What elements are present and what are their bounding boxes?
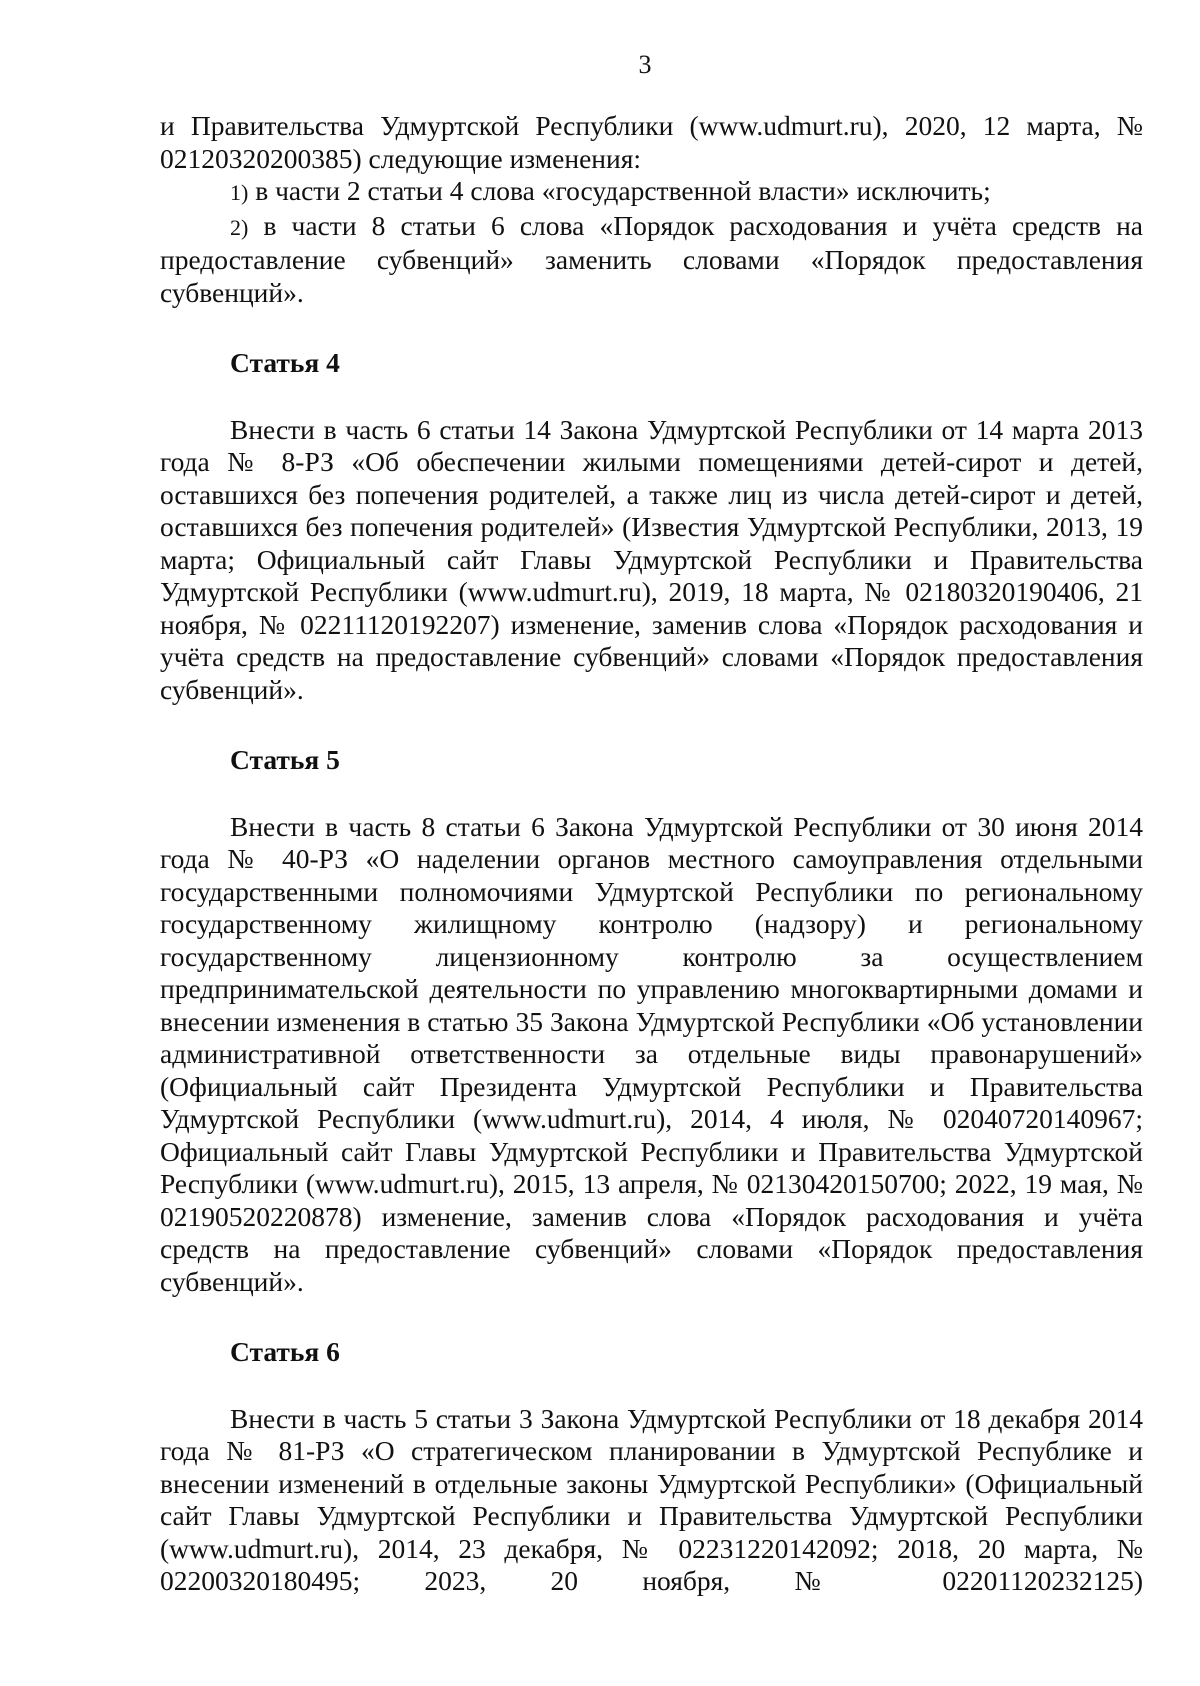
list-item-2-number: 2) bbox=[230, 214, 249, 240]
list-item-1-number: 1) bbox=[230, 180, 249, 205]
article-6-text: Внести в часть 5 статьи 3 Закона Удмуртской Республики от 18 декабря 2014 года № 81-РЗ «О стратегическом планировании в Удмуртской Республике и внесении изменений в отдельные законы Удмуртской Республики» (Официальный сайт Главы Удмуртской Республики и Правительства Удмуртской Республики (www.udmurt.ru), 2014, 23 декабря, № 02231220142092; 2018, 20 марта, № 02200320180495; 2023, 20 ноября, № 02201120232125) bbox=[160, 1402, 1143, 1596]
list-item-2 bbox=[160, 210, 1143, 310]
list-item-1-text: в части 2 статьи 4 слова «государственной власти» исключить; bbox=[255, 175, 991, 206]
article-5-heading: Статья 5 bbox=[230, 744, 340, 775]
article-4-text: Внести в часть 6 статьи 14 Закона Удмуртской Республики от 14 марта 2013 года № 8-РЗ «Об обеспечении жилыми помещениями детей-сирот и детей, оставшихся без попечения родителей, а также лиц из числа детей-сирот и детей, оставшихся без попечения родителей» (Известия Удмуртской Республики, 2013, 19 марта; Официальный сайт Главы Удмуртской Республики и Правительства Удмуртской Республики (www.udmurt.ru), 2019, 18 марта, № 02180320190406, 21 ноября, № 02211120192207) изменение, заменив слова «Порядок расходования и учёта средств на предоставление субвенций» словами «Порядок предоставления субвенций». bbox=[160, 413, 1143, 705]
article-5-text: Внести в часть 8 статьи 6 Закона Удмуртской Республики от 30 июня 2014 года № 40-РЗ «О наделении органов местного самоуправления отдельными государственными полномочиями Удмуртской Республики по региональному государственному жилищному контролю (надзору) и региональному государственному лицензионному контролю за осуществлением предпринимательской деятельности по управлению многоквартирными домами и внесении изменения в статью 35 Закона Удмуртской Республики «Об установлении административной ответственности за отдельные виды правонарушений» (Официальный сайт Президента Удмуртской Республики и Правительства Удмуртской Республики (www.udmurt.ru), 2014, 4 июля, № 02040720140967; Официальный сайт Главы Удмуртской Республики и Правительства Удмуртской Республики (www.udmurt.ru), 2015, 13 апреля, № 02130420150700; 2022, 19 мая, № 02190520220878) изменение, заменив слова «Порядок расходования и учёта средств на предоставление субвенций» словами «Порядок предоставления субвенций». bbox=[160, 810, 1143, 1297]
document-body bbox=[160, 110, 1143, 1598]
article-4-heading: Статья 4 bbox=[230, 347, 340, 378]
list-item-2-text: в части 8 статьи 6 слова «Порядок расходования и учёта средств на предоставление субвенций» заменить словами «Порядок предоставления субвенций». bbox=[160, 209, 1143, 308]
page-number: 3 bbox=[638, 50, 652, 79]
article-6-heading: Статья 6 bbox=[230, 1336, 340, 1367]
list-item-1 bbox=[160, 175, 1143, 210]
intro-paragraph: и Правительства Удмуртской Республики (www.udmurt.ru), 2020, 12 марта, № 02120320200385) следующие изменения: bbox=[160, 110, 1143, 174]
